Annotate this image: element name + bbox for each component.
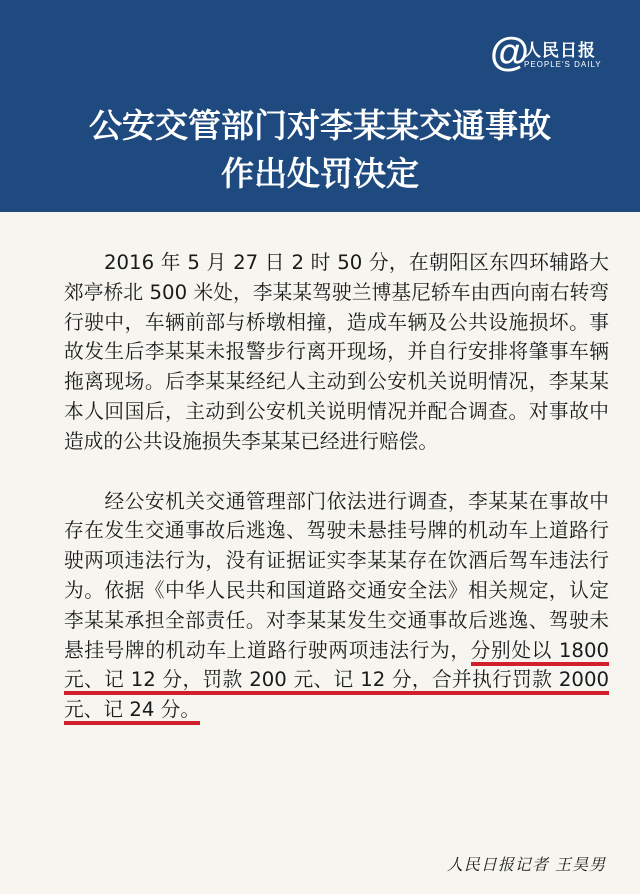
paragraph-ruling-text: 经公安机关交通管理部门依法进行调查，李某某在事故中存在发生交通事故后逃逸、驾驶未悬挂号牌的机动车上道路行驶两项违法行为，没有证据证实李某某存在饮酒后驾车违法行为。依据《中华人民共和国道路交通安全法》相关规定，认定李某某承担全部责任。对李某某发生交通事故后逃逸、驾驶未悬挂号牌的机动车上道路行驶两项违法行为， [64, 489, 609, 662]
paragraph-incident [64, 248, 609, 457]
title-line-2: 作出处罚决定 [221, 154, 419, 193]
penalty-highlight-1: 分别处以 1800 元、记 12 分，罚款 200 元、记 12 分， [64, 639, 609, 696]
paragraph-ruling [64, 487, 609, 725]
peoples-daily-logo [490, 30, 610, 78]
logo-name-cn: 人民日报 [524, 41, 596, 61]
logo-name-en: PEOPLE'S DAILY [524, 60, 602, 69]
page-title [0, 102, 640, 198]
header-banner [0, 0, 640, 212]
reporter-byline: 人民日报记者 王昊男 [446, 855, 606, 874]
at-logo-icon: @ [490, 30, 530, 74]
paragraph-incident-text: 2016 年 5 月 27 日 2 时 50 分，在朝阳区东四环辅路大郊亭桥北 500 米处，李某某驾驶兰博基尼轿车由西向南右转弯行驶中，车辆前部与桥墩相撞，造成车辆及公共设施损坏。事故发生后李某某未报警步行离开现场，并自行安排将肇事车辆拖离现场。后李某某经纪人主动到公安机关说明情况，李某某本人回国后，主动到公安机关说明情况并配合调查。对事故中造成的公共设施损失李某某已经进行赔偿。 [64, 251, 609, 453]
article-body [64, 248, 609, 725]
penalty-highlight-2: 合并执行罚款 2000 元、记 24 分。 [64, 668, 609, 725]
title-line-1: 公安交管部门对李某某交通事故 [89, 106, 551, 145]
